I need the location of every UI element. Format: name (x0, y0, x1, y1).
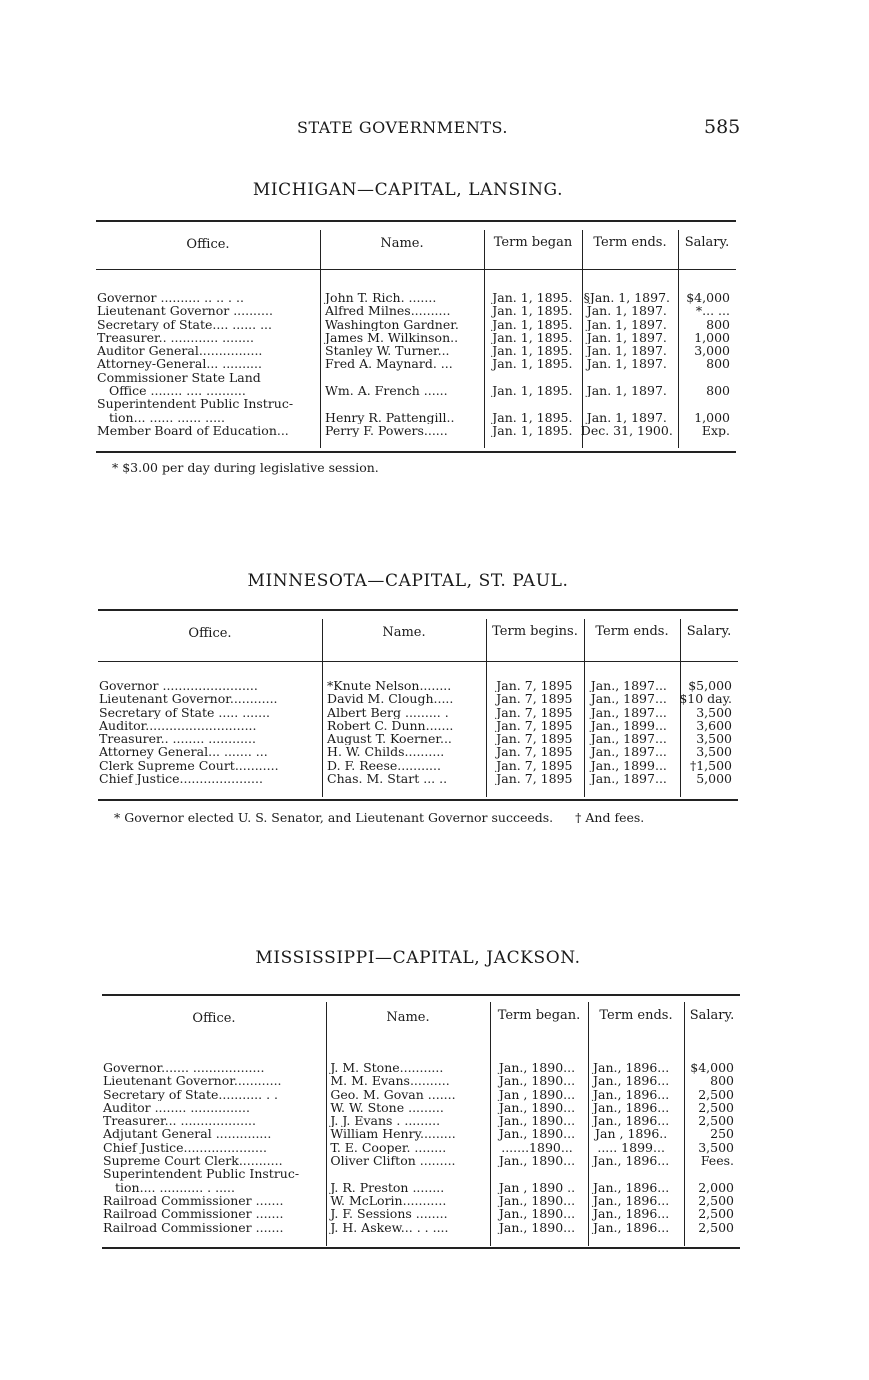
cell-ends: Jan., 1896... (593, 1207, 670, 1221)
cell-salary: 1,000 (694, 330, 730, 345)
running-title: STATE GOVERNMENTS. (297, 118, 508, 137)
header-name: Name. (380, 236, 424, 251)
cell-name: James M. Wilkinson.. (325, 330, 459, 345)
cell-office: Railroad Commissioner ....... (103, 1220, 284, 1234)
cell-name: Geo. M. Govan ....... (330, 1087, 456, 1101)
cell-ends: ..... 1899... (597, 1140, 665, 1155)
minnesota-footnote-governor: * Governor elected U. S. Senator, and Lieutenant Governor succeeds. (114, 810, 554, 825)
cell-salary: †1,500 (689, 758, 732, 773)
cell-ends: Jan. 1, 1897. (586, 317, 667, 331)
table-row (102, 1207, 740, 1220)
table-row (98, 692, 738, 705)
cell-name: J. R. Preston ........ (330, 1180, 445, 1194)
cell-office (96, 397, 315, 424)
cell-ends: Jan., 1897... (590, 705, 667, 719)
table-row (98, 706, 738, 719)
cell-office: Treasurer.. ............ ........ (97, 330, 254, 345)
cell-office: Treasurer.. ........ ............ (99, 732, 256, 746)
cell-salary: 3,500 (696, 745, 732, 759)
header-term-ends: Term ends. (593, 235, 667, 250)
table-top-rule (96, 220, 736, 222)
minnesota-title: MINNESOTA—CAPITAL, ST. PAUL. (247, 571, 569, 591)
cell-ends: Jan., 1896... (593, 1180, 670, 1194)
cell-began: Jan. 1, 1895. (492, 330, 573, 345)
cell-began: Jan. 7, 1895 (496, 705, 573, 719)
cell-office: Chief Justice..................... (99, 772, 263, 786)
cell-office: Clerk Supreme Court........... (99, 758, 279, 773)
cell-office-line2: Office ........ .... .......... (109, 383, 246, 398)
cell-ends: Jan., 1896... (593, 1114, 670, 1128)
table-row (102, 1127, 740, 1140)
cell-office: Secretary of State.... ...... ... (97, 317, 273, 331)
cell-salary: $4,000 (686, 291, 730, 305)
cell-began: Jan., 1890... (498, 1220, 576, 1234)
michigan-footnote: * $3.00 per day during legislative session. (112, 460, 379, 475)
cell-ends: Jan. 1, 1897. (586, 330, 667, 345)
header-rule (96, 269, 736, 270)
table-row (102, 1167, 740, 1194)
table-row (98, 745, 738, 758)
table-row (102, 1221, 740, 1234)
cell-name: Perry F. Powers...... (325, 423, 448, 438)
cell-began: Jan. 7, 1895 (496, 718, 573, 733)
cell-office (102, 1167, 320, 1194)
cell-ends: Jan., 1899... (590, 758, 667, 773)
cell-name: J. H. Askew... . . .... (330, 1220, 449, 1234)
cell-office: Secretary of State ..... ....... (99, 705, 271, 719)
cell-began: .......1890... (501, 1140, 573, 1155)
cell-began: Jan. 7, 1895 (496, 745, 573, 759)
cell-office: Auditor General................ (97, 344, 263, 358)
header-office: Office. (186, 237, 230, 252)
cell-ends: Jan., 1896... (593, 1061, 670, 1075)
cell-office: Supreme Court Clerk........... (103, 1154, 283, 1168)
cell-began: Jan. 1, 1895. (492, 384, 573, 398)
table-row (96, 357, 736, 370)
header-term-ends: Term ends. (599, 1008, 673, 1023)
cell-office: Attorney General... ....... ... (99, 745, 268, 759)
cell-office: Governor....... .................. (103, 1061, 265, 1075)
cell-salary: 3,500 (698, 1140, 734, 1155)
cell-salary: 2,500 (698, 1100, 734, 1115)
cell-ends: Jan., 1897... (590, 745, 667, 759)
cell-salary: 2,500 (698, 1087, 734, 1101)
cell-ends: Jan. 1, 1897. (586, 384, 667, 398)
cell-ends: Dec. 31, 1900. (580, 423, 673, 438)
cell-office-line1: Superintendent Public Instruc- (97, 397, 294, 412)
cell-salary: 3,500 (696, 732, 732, 746)
cell-salary: 800 (706, 317, 730, 331)
cell-name: Stanley W. Turner... (325, 344, 450, 358)
cell-ends: Jan., 1897... (590, 679, 667, 693)
cell-name: H. W. Childs.......... (327, 745, 445, 759)
running-head (0, 118, 869, 140)
cell-office: Auditor ........ ............... (103, 1100, 250, 1115)
cell-office: Treasurer... ................... (103, 1114, 256, 1128)
cell-ends: Jan., 1896... (593, 1087, 670, 1101)
table-row (102, 1061, 740, 1074)
table-row (96, 397, 736, 424)
header-term-begins: Term begins. (492, 624, 578, 639)
table-row (96, 424, 736, 437)
header-term-ends: Term ends. (595, 624, 669, 639)
cell-name: David M. Clough..... (327, 692, 454, 706)
cell-began: Jan., 1890... (498, 1061, 576, 1075)
cell-salary: $4,000 (690, 1061, 734, 1075)
cell-salary: 3,000 (694, 344, 730, 358)
cell-salary: 800 (706, 384, 730, 398)
michigan-table (96, 220, 736, 455)
cell-began: Jan. 1, 1895. (492, 357, 573, 371)
cell-salary: 1,000 (694, 410, 730, 424)
header-term-began: Term began. (497, 1008, 581, 1023)
cell-ends: Jan., 1897... (590, 692, 667, 706)
minnesota-rows (98, 679, 738, 785)
cell-salary: $5,000 (688, 679, 732, 693)
cell-salary: 800 (706, 357, 730, 371)
table-row (98, 719, 738, 732)
cell-began: Jan. 7, 1895 (496, 679, 573, 693)
cell-salary: 2,500 (698, 1220, 734, 1234)
cell-salary: 250 (710, 1127, 734, 1141)
header-rule (98, 661, 738, 662)
minnesota-footnote-fees: † And fees. (575, 810, 645, 825)
cell-name: J. F. Sessions ........ (330, 1207, 448, 1221)
cell-name: T. E. Cooper. ........ (330, 1140, 447, 1155)
cell-office-line2: tion.... ........... . ..... (115, 1179, 235, 1194)
table-bottom-rule (98, 799, 738, 801)
cell-office-line1: Commissioner State Land (97, 370, 261, 385)
cell-name: J. J. Evans . ......... (330, 1114, 441, 1128)
cell-office: Governor ........................ (99, 679, 258, 693)
table-row (102, 1101, 740, 1114)
cell-office: Secretary of State........... . . (103, 1087, 279, 1101)
cell-office: Lieutenant Governor............ (103, 1074, 282, 1088)
cell-name: J. M. Stone........... (330, 1061, 444, 1075)
cell-ends: Jan., 1897... (590, 732, 667, 746)
cell-ends: Jan. 1, 1897. (586, 410, 667, 424)
cell-began: Jan , 1890 .. (498, 1180, 576, 1194)
table-row (102, 1141, 740, 1154)
table-top-rule (98, 609, 738, 611)
cell-office: Chief Justice..................... (103, 1140, 267, 1155)
cell-began: Jan. 1, 1895. (492, 423, 573, 438)
cell-salary: 3,500 (696, 705, 732, 719)
header-salary: Salary. (689, 1008, 735, 1023)
header-name: Name. (382, 625, 426, 640)
cell-office (96, 371, 315, 398)
table-row (96, 331, 736, 344)
cell-ends: Jan., 1896... (593, 1220, 670, 1234)
page-number: 585 (704, 116, 741, 138)
michigan-title: MICHIGAN—CAPITAL, LANSING. (252, 180, 564, 200)
table-row (96, 304, 736, 317)
cell-began: Jan. 7, 1895 (496, 772, 573, 786)
table-row (96, 344, 736, 357)
mississippi-table (102, 994, 740, 1252)
cell-ends: §Jan. 1, 1897. (583, 291, 670, 305)
cell-office: Lieutenant Governor .......... (97, 304, 273, 318)
cell-ends: Jan. 1, 1897. (586, 344, 667, 358)
cell-ends: Jan., 1896... (593, 1193, 670, 1208)
cell-salary: 3,600 (696, 718, 732, 733)
header-name: Name. (386, 1010, 430, 1025)
cell-name: August T. Koerner... (327, 732, 452, 746)
cell-ends: Jan., 1896... (593, 1074, 670, 1088)
minnesota-table (98, 609, 738, 804)
mississippi-rows (102, 1061, 740, 1234)
cell-name: John T. Rich. ....... (325, 291, 437, 305)
michigan-rows (96, 291, 736, 437)
cell-began: Jan. 1, 1895. (492, 304, 573, 318)
cell-office: Governor .......... .. .. . .. (97, 291, 244, 305)
cell-name: M. M. Evans.......... (330, 1074, 450, 1088)
header-salary: Salary. (686, 624, 732, 639)
cell-name: D. F. Reese........... (327, 758, 441, 773)
cell-salary: 5,000 (696, 772, 732, 786)
cell-began: Jan. 1, 1895. (492, 410, 573, 424)
cell-salary: 800 (710, 1074, 734, 1088)
cell-name: Albert Berg ......... . (327, 705, 449, 719)
cell-office: Railroad Commissioner ....... (103, 1193, 284, 1208)
header-term-began: Term began (493, 235, 573, 250)
cell-name: Alfred Milnes.......... (325, 304, 451, 318)
cell-office-line2: tion... ...... ...... ..... (109, 409, 225, 424)
cell-began: Jan. 7, 1895 (496, 732, 573, 746)
cell-salary: 2,500 (698, 1114, 734, 1128)
table-bottom-rule (102, 1247, 740, 1249)
cell-began: Jan. 1, 1895. (492, 291, 573, 305)
mississippi-title: MISSISSIPPI—CAPITAL, JACKSON. (255, 948, 581, 968)
cell-name: W. McLorin........... (330, 1193, 447, 1208)
cell-ends: Jan , 1896.. (595, 1127, 668, 1141)
table-top-rule (102, 994, 740, 996)
cell-name: *Knute Nelson........ (327, 679, 452, 693)
cell-name: Washington Gardner. (325, 317, 459, 331)
table-row (98, 732, 738, 745)
table-row (102, 1114, 740, 1127)
cell-ends: Jan. 1, 1897. (586, 304, 667, 318)
table-row (102, 1154, 740, 1167)
cell-ends: Jan., 1899... (590, 718, 667, 733)
cell-ends: Jan., 1897... (590, 772, 667, 786)
cell-name: William Henry......... (330, 1127, 456, 1141)
cell-began: Jan. 7, 1895 (496, 692, 573, 706)
minnesota-footnote (114, 810, 644, 825)
cell-salary: 2,500 (698, 1207, 734, 1221)
cell-began: Jan., 1890... (498, 1114, 576, 1128)
cell-began: Jan., 1890... (498, 1074, 576, 1088)
cell-office: Auditor............................ (99, 718, 257, 733)
cell-began: Jan., 1890... (498, 1100, 576, 1115)
cell-office: Lieutenant Governor............ (99, 692, 278, 706)
cell-began: Jan., 1890... (498, 1193, 576, 1208)
cell-office: Attorney-General... .......... (97, 357, 262, 371)
cell-salary: $10 day. (679, 692, 732, 706)
cell-salary: 2,500 (698, 1193, 734, 1208)
cell-salary: 2,000 (698, 1180, 734, 1194)
cell-began: Jan., 1890... (498, 1154, 576, 1168)
cell-name: Chas. M. Start ... .. (327, 772, 448, 786)
table-bottom-rule (96, 451, 736, 453)
header-office: Office. (188, 626, 232, 641)
header-salary: Salary. (684, 235, 730, 250)
cell-began: Jan. 7, 1895 (496, 758, 573, 773)
cell-name: Fred A. Maynard. ... (325, 357, 453, 371)
cell-name: W. W. Stone ......... (330, 1100, 444, 1115)
cell-salary: *... ... (695, 304, 730, 318)
table-row (102, 1088, 740, 1101)
cell-name: Henry R. Pattengill.. (325, 410, 455, 424)
cell-name: Wm. A. French ...... (325, 384, 448, 398)
table-row (102, 1074, 740, 1087)
table-row (98, 772, 738, 785)
cell-ends: Jan., 1896... (593, 1154, 670, 1168)
cell-office: Railroad Commissioner ....... (103, 1207, 284, 1221)
cell-began: Jan., 1890... (498, 1127, 576, 1141)
cell-began: Jan. 1, 1895. (492, 317, 573, 331)
cell-name: Robert C. Dunn....... (327, 718, 454, 733)
cell-began: Jan , 1890... (498, 1087, 576, 1101)
cell-ends: Jan., 1896... (593, 1100, 670, 1115)
table-row (98, 679, 738, 692)
cell-salary: Fees. (700, 1154, 734, 1168)
table-row (98, 759, 738, 772)
cell-office-line1: Superintendent Public Instruc- (103, 1167, 300, 1182)
cell-name: Oliver Clifton ......... (330, 1154, 456, 1168)
cell-salary: Exp. (701, 423, 730, 438)
table-row (96, 371, 736, 398)
cell-office: Member Board of Education... (97, 423, 289, 438)
cell-began: Jan., 1890... (498, 1207, 576, 1221)
cell-ends: Jan. 1, 1897. (586, 357, 667, 371)
cell-began: Jan. 1, 1895. (492, 344, 573, 358)
table-row (96, 291, 736, 304)
header-office: Office. (192, 1011, 236, 1026)
table-row (102, 1194, 740, 1207)
table-row (96, 318, 736, 331)
cell-office: Adjutant General .............. (103, 1127, 272, 1141)
